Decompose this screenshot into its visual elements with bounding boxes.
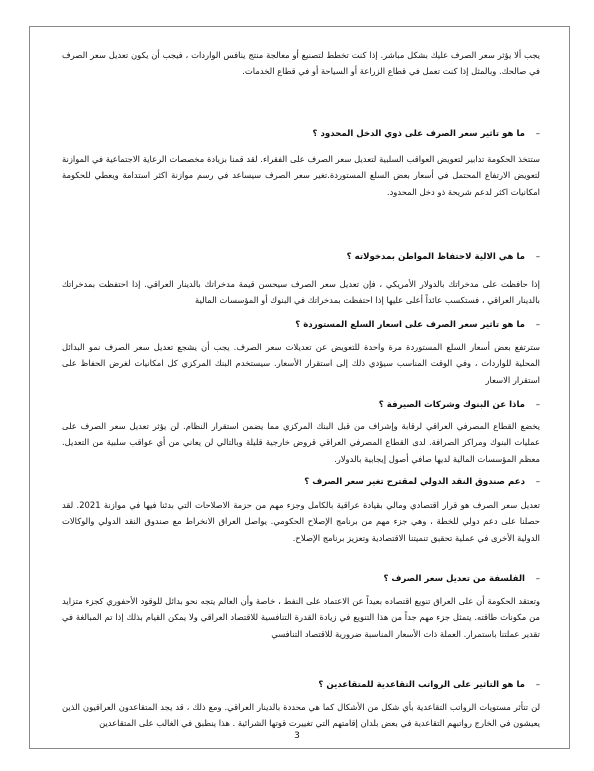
page-number: 3: [294, 731, 300, 741]
heading-imported-goods: – ما هو تاثير سعر الصرف على اسعار السلع المستوردة ؟: [62, 318, 540, 332]
heading-banks: – ماذا عن البنوك وشركات الصيرفة ؟: [62, 398, 540, 412]
paragraph-imf-support: تعديل سعر الصرف هو قرار اقتصادي ومالي بقيادة عراقية بالكامل وجزء مهم من حزمة الاصلاحات التي بدئنا فيها في موازنة 2021. لقد حصلنا على دعم دولي للخطة ، وهي جزء مهم من برنامج الإصلاح الحكومي. يواصل العراق الانخراط مع صندوق النقد الدولي والوكالات الدولية الأخرى في عملية تحقيق تنميتنا الاقتصادية وتعزيز برنامج الإصلاح.: [62, 500, 541, 543]
paragraph-banks: يخضع القطاع المصرفي العراقي لرقابة وإشراف من قبل البنك المركزي مما يضمن استقرار النظام. لن يؤثر تعديل سعر الصرف على عمليات البنوك ومراكز الصرافة. لدى القطاع المصرفي العراقي قروض خارجية قليلة وبالتالي لن يعاني من أي عواقب سلبية من التعديل. معظم المؤسسات المالية لديها صافي أصول إيجابية بالدولار.: [62, 421, 540, 464]
heading-limited-income: – ما هو تاثير سعر الصرف على ذوي الدخل المحدود ؟: [62, 127, 540, 141]
heading-pensions: – ما هو التاثير على الرواتب التقاعدية للمتقاعدين ؟: [62, 678, 540, 692]
heading-imf-support: – دعم صندوق النقد الدولي لمقترح تغير سعر الصرف ؟: [62, 475, 540, 489]
heading-philosophy: – الفلسفة من تعديل سعر الصرف ؟: [62, 572, 540, 586]
paragraph-imported-goods: سترتفع بعض أسعار السلع المستوردة مرة واحدة للتعويض عن تعديلات سعر الصرف. يجب أن يشجع تعديل سعر الصرف نمو البدائل المحلية للواردات ، وفي الوقت المناسب سيؤدي ذلك إلى استقرار الأسعار. سيستخدم البنك المركزي كل امكانيات لغرض الحفاظ على استقرار الاسعار: [62, 342, 540, 385]
paragraph-limited-income: ستتخذ الحكومة تدابير لتعويض العواقب السلبية لتعديل سعر الصرف على الفقراء. لقد قمنا بزيادة مخصصات الرعاية الاجتماعية في الموازنة لتعويض الارتفاع المحتمل في أسعار بعض السلع المستوردة.تغير سعر الصرف سيساعد في رسم موازنة اكثر استدامة ويعطي للحكومة امكانيات اكثر لدعم شريحة ذو دخل المحدود.: [62, 154, 540, 197]
paragraph-pensions: لن تتأثر مستويات الرواتب التقاعدية بأي شكل من الأشكال كما هي محددة بالدينار العراقي. ومع ذلك ، قد يجد المتقاعدون العراقيون الذين يعيشون في الخارج رواتبهم التقاعدية في بعض بلدان إقامتهم التي تغييرت قوتها الشرائية . هذا ينطبق في الغالب على المتقاعدين: [62, 702, 540, 729]
intro-paragraph: يجب ألا يؤثر سعر الصرف عليك بشكل مباشر. إذا كنت تخطط لتصنيع أو معالجة منتج ينافس الواردات ، فيجب أن يكون تعديل سعر الصرف في صالحك. وبالمثل إذا كنت تعمل في قطاع الزراعة أو السياحة أو في قطاع الخدمات.: [62, 50, 540, 77]
paragraph-savings: إذا حافظت على مدخراتك بالدولار الأمريكي ، فإن تعديل سعر الصرف سيحسن قيمة مدخراتك بالدينار العراقي. إذا احتفظت بمدخراتك بالدينار العراقي ، فستكسب عائداً أعلى عليها إذا احتفظت بمدخراتك في البنوك أو المؤسسات المالية: [62, 279, 540, 306]
heading-savings: – ما هي الالية لاحتفاظ المواطن بمدخولاته ؟: [62, 250, 540, 264]
paragraph-philosophy: وتعتقد الحكومة أن على العراق تنويع اقتصاده بعيداً عن الاعتماد على النفط ، خاصة وأن العالم يتجه نحو بدائل للوقود الأحفوري كجزء متزايد من مكونات طاقته. يتمثل جزء مهم جداً من هذا التنويع في زيادة القدرة التنافسية للاقتصاد العراقي ولا يمكن القيام بذلك إذا تم المبالغة في تقدير عملتنا باستمرار. العملة ذات الأسعار المناسبة ضرورية للاقتصاد التنافسي: [62, 596, 540, 639]
